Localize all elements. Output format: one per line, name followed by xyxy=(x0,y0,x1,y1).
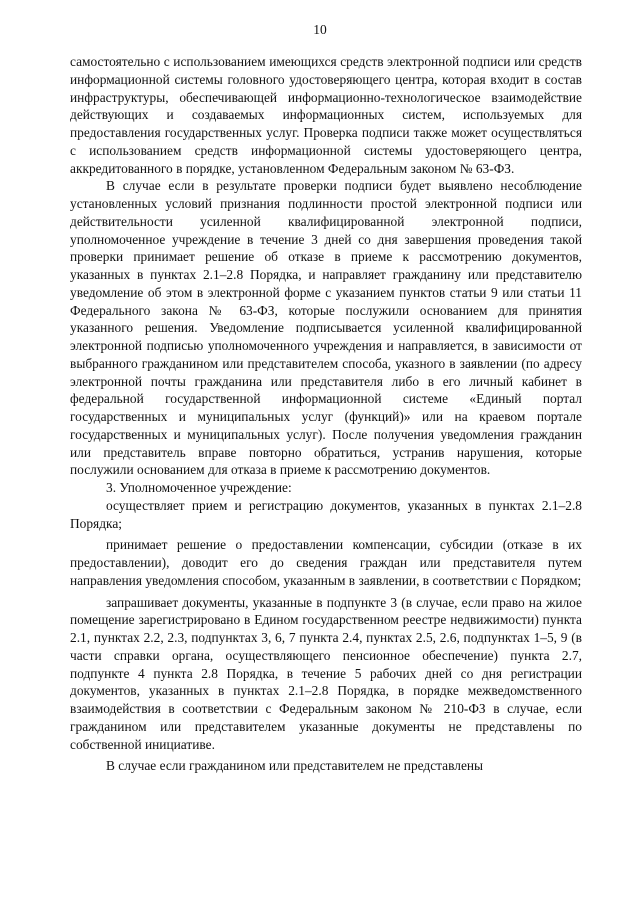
document-body xyxy=(70,53,582,775)
paragraph-not-submitted: В случае если гражданином или представителем не представлены xyxy=(106,758,484,774)
paragraph-accepts-documents: осуществляет прием и регистрацию документов, указанных в пунктах 2.1–2.8 Порядка; xyxy=(70,497,582,531)
paragraph-makes-decision: принимает решение о предоставлении компенсации, субсидии (отказе в их предоставлении), доводит его до сведения граждан или представителя путем направления уведомления способом, указанным в заявлении, в соответствии с Порядком; xyxy=(70,537,582,588)
paragraph-verification-failure: В случае если в результате проверки подписи будет выявлено несоблюдение установленных условий признания подлинности простой электронной подписи или действительности усиленной квалифицированной электронной подписи, уполномоченное учреждение в течение 3 дней со дня завершения проведения такой проверки принимает решение об отказе в приеме к рассмотрению документов, указанных в пунктах 2.1–2.8 Порядка, и направляет гражданину или представителю уведомление об этом в электронной форме с указанием пунктов статьи 9 или статьи 11 Федерального закона № 63-ФЗ, которые послужили основанием для принятия указанного решения. Уведомление подписывается усиленной квалифицированной электронной подписью уполномоченного учреждения и направляется, в зависимости от выбранного гражданином или представителем способа, указного в заявлении (по адресу электронной почты гражданина или представителя либо в его личный кабинет в федеральной государственной информационной системе «Единый портал государственных и муниципальных услуг (функций)» или на краевом портале государственных и муниципальных услуг). После получения уведомления гражданин или представитель вправе повторно обратиться, устранив нарушения, которые послужили основанием для отказа в приеме к рассмотрению документов. xyxy=(70,178,582,478)
page-number: 10 xyxy=(313,22,327,37)
paragraph-signature-verification: самостоятельно с использованием имеющихся средств электронной подписи или средств информационной системы головного удостоверяющего центра, которая входит в состав инфраструктуры, обеспечивающей информационно-технологическое взаимодействие действующих и создаваемых информационных систем, используемых для предоставления государственных услуг. Проверка подписи также может осуществляться с использованием средств информационной системы удостоверяющего центра, аккредитованного в порядке, установленном Федеральным законом № 63-ФЗ. xyxy=(70,54,582,176)
paragraph-authorized-institution-heading: 3. Уполномоченное учреждение: xyxy=(106,480,292,495)
paragraph-requests-documents: запрашивает документы, указанные в подпункте 3 (в случае, если право на жилое помещение зарегистрировано в Едином государственном реестре недвижимости) пункта 2.1, пунктах 2.2, 2.3, подпунктах 3, 6, 7 пункта 2.4, пунктах 2.5, 2.6, подпунктах 1–5, 9 (в части справки органа, осуществляющего пенсионное обеспечение) пункта 2.7, подпункте 4 пункта 2.8 Порядка, в течение 5 рабочих дней со дня регистрации документов, указанных в пунктах 2.1–2.8 Порядка, в порядке межведомственного взаимодействия в соответствии с Федеральным законом № 210-ФЗ в случае, если гражданином или представителем указанные документы не представлены по собственной инициативе. xyxy=(70,594,582,752)
